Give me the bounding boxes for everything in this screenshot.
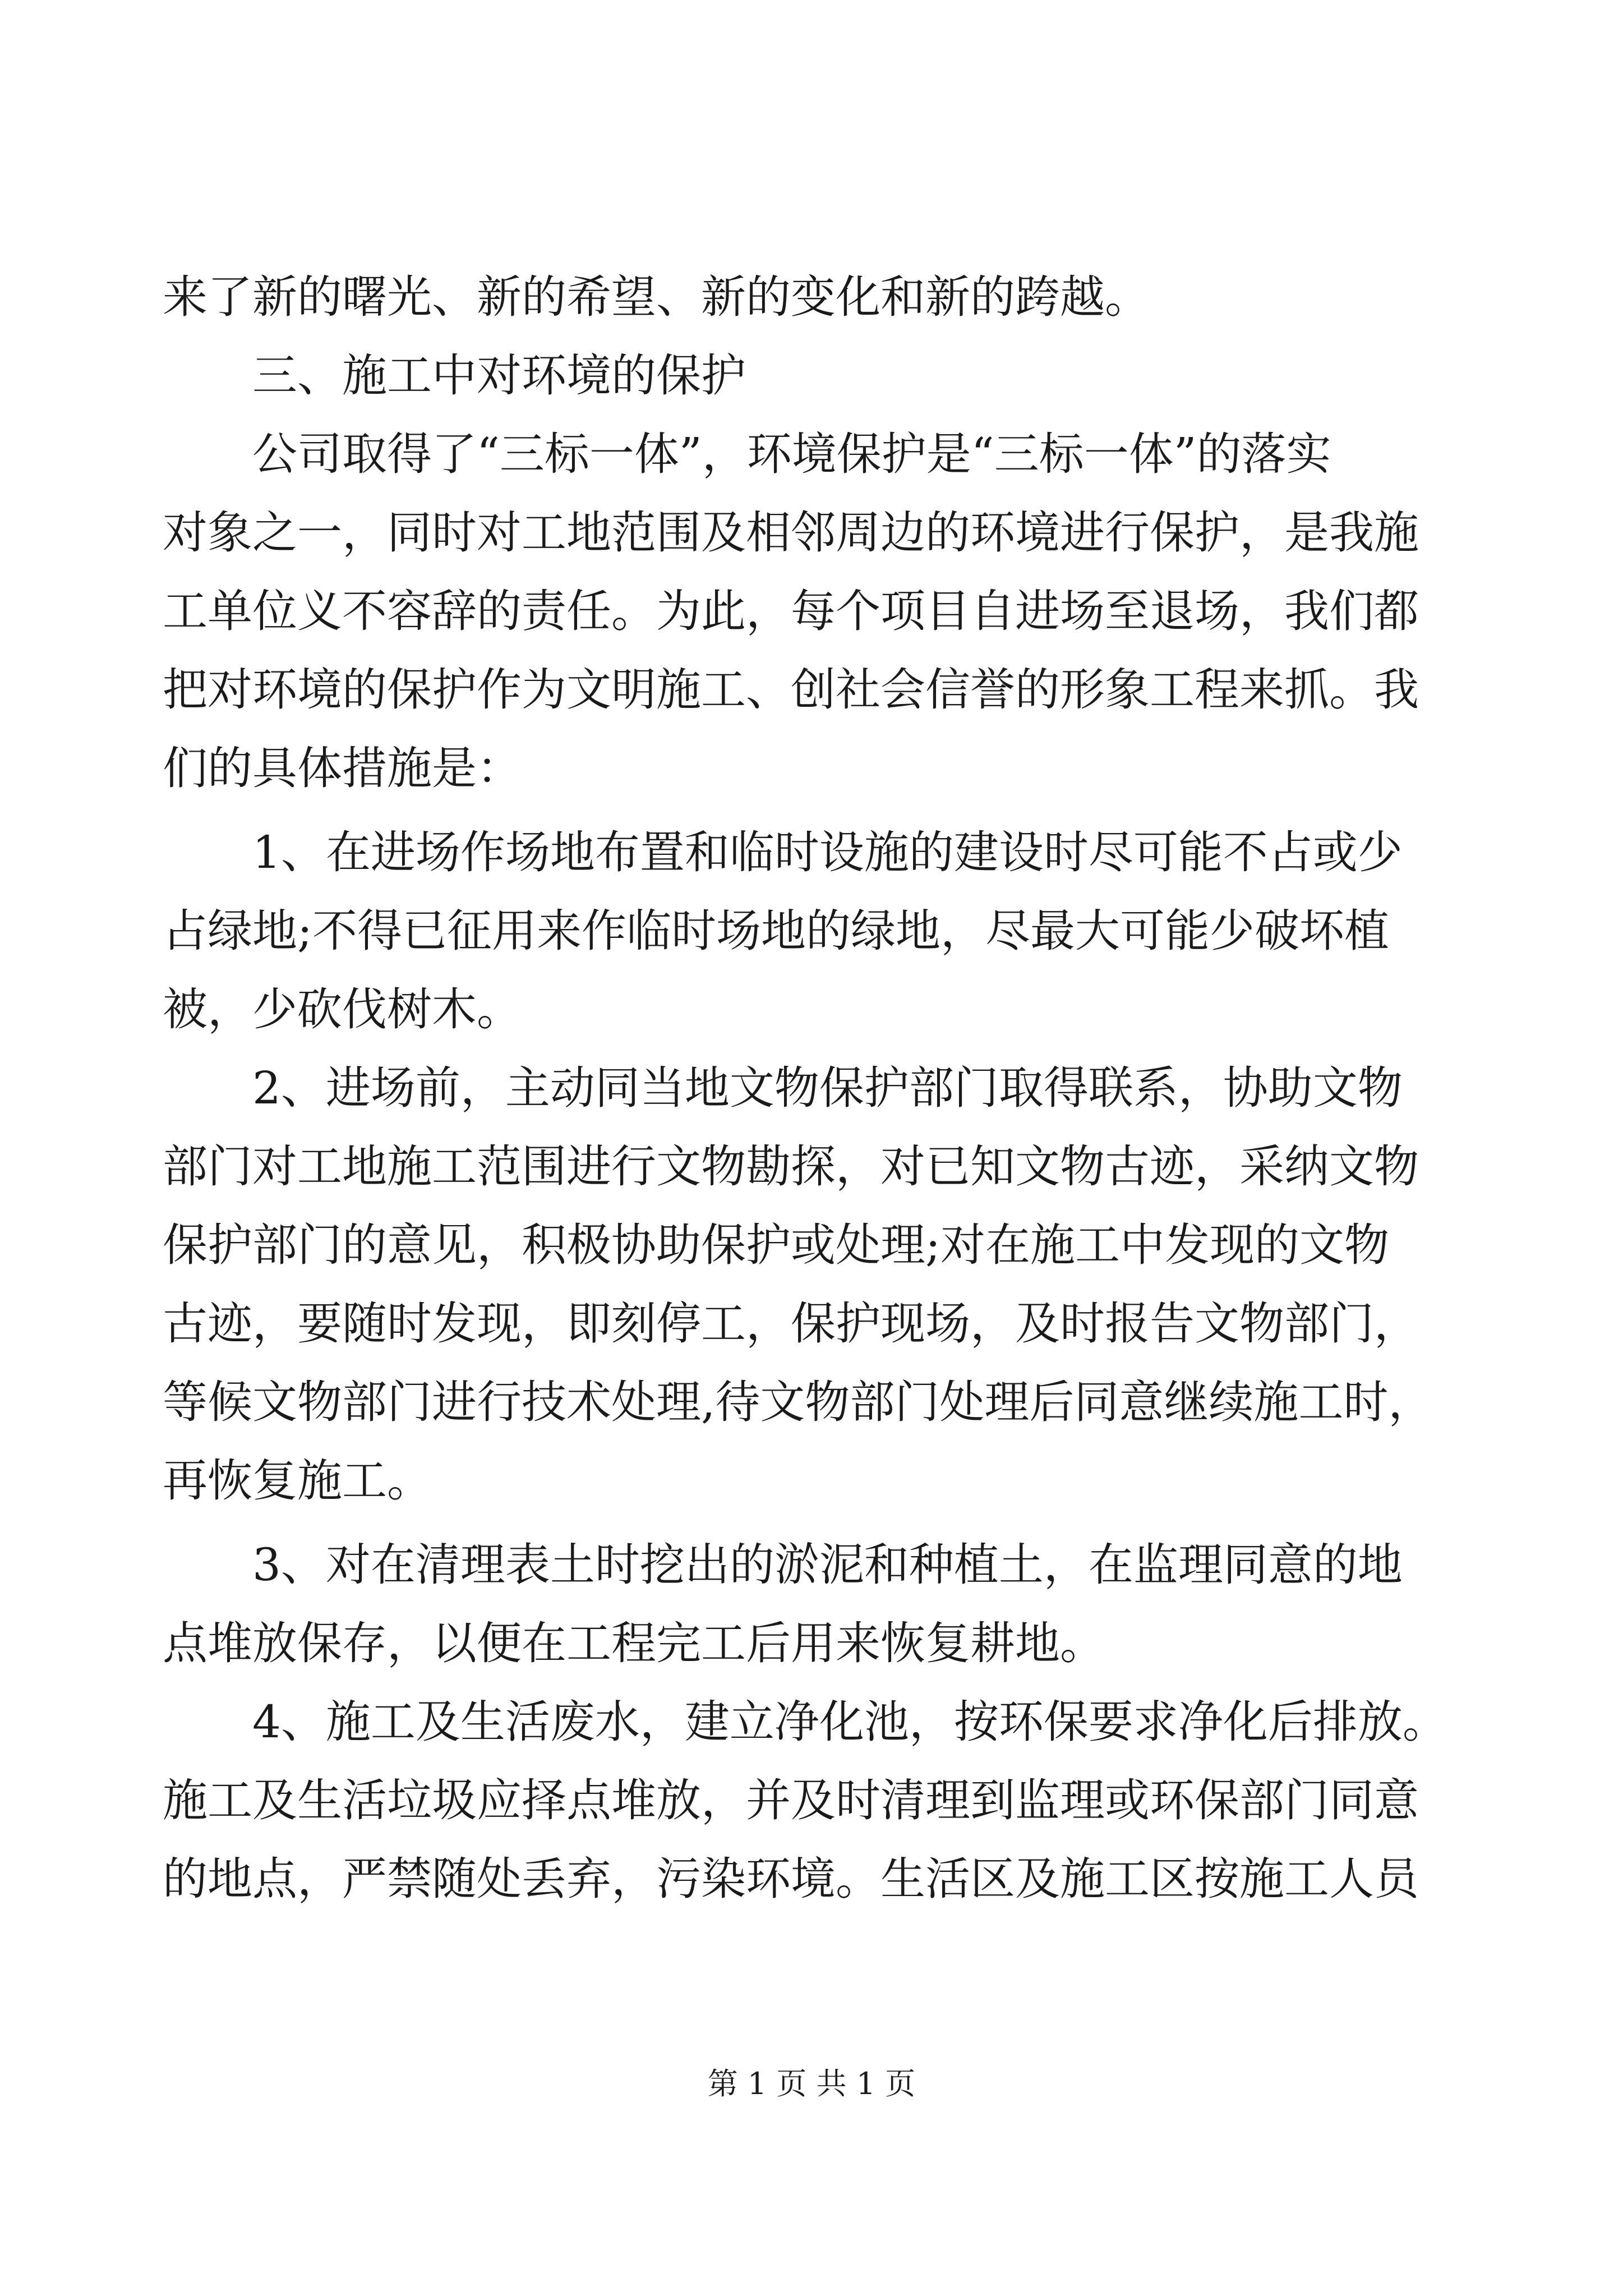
text-line: 来了新的曙光、新的希望、新的变化和新的跨越。	[163, 271, 1150, 323]
text-line: 等候文物部门进行技术处理,待文物部门处理后同意继续施工时，	[163, 1376, 1433, 1428]
text-line: 把对环境的保护作为文明施工、创社会信誉的形象工程来抓。我	[163, 664, 1419, 716]
text-line: 保护部门的意见，积极协助保护或处理;对在施工中发现的文物	[163, 1219, 1389, 1271]
text-line: 工单位义不容辞的责任。为此，每个项目自进场至退场，我们都	[163, 585, 1419, 637]
text-line: 们的具体措施是：	[163, 742, 522, 794]
section-heading: 三、施工中对环境的保护	[163, 349, 746, 402]
text-line: 1、在进场作场地布置和临时设施的建设时尽可能不占或少	[163, 826, 1403, 878]
text-line: 占绿地;不得已征用来作临时场地的绿地，尽最大可能少破坏植	[163, 905, 1389, 957]
text-line: 4、施工及生活废水，建立净化池，按环保要求净化后排放。	[163, 1696, 1447, 1748]
page-number-footer: 第 1 页 共 1 页	[707, 2066, 916, 2101]
text-line: 部门对工地施工范围进行文物勘探，对已知文物古迹，采纳文物	[163, 1140, 1419, 1193]
text-line: 3、对在清理表土时挖出的淤泥和种植土，在监理同意的地	[163, 1539, 1403, 1591]
text-line: 被，少砍伐树木。	[163, 983, 522, 1036]
text-line: 对象之一，同时对工地范围及相邻周边的环境进行保护，是我施	[163, 507, 1419, 559]
text-line: 公司取得了“三标一体”，环境保护是“三标一体”的落实	[163, 428, 1331, 480]
text-line: 再恢复施工。	[163, 1455, 432, 1507]
text-line: 点堆放保存，以便在工程完工后用来恢复耕地。	[163, 1617, 1105, 1669]
text-line: 古迹，要随时发现，即刻停工，保护现场，及时报告文物部门，	[163, 1297, 1419, 1350]
text-line: 施工及生活垃圾应择点堆放，并及时清理到监理或环保部门同意	[163, 1774, 1419, 1826]
text-line: 的地点，严禁随处丢弃，污染环境。生活区及施工区按施工人员	[163, 1853, 1419, 1905]
text-line: 2、进场前，主动同当地文物保护部门取得联系，协助文物	[163, 1062, 1403, 1114]
